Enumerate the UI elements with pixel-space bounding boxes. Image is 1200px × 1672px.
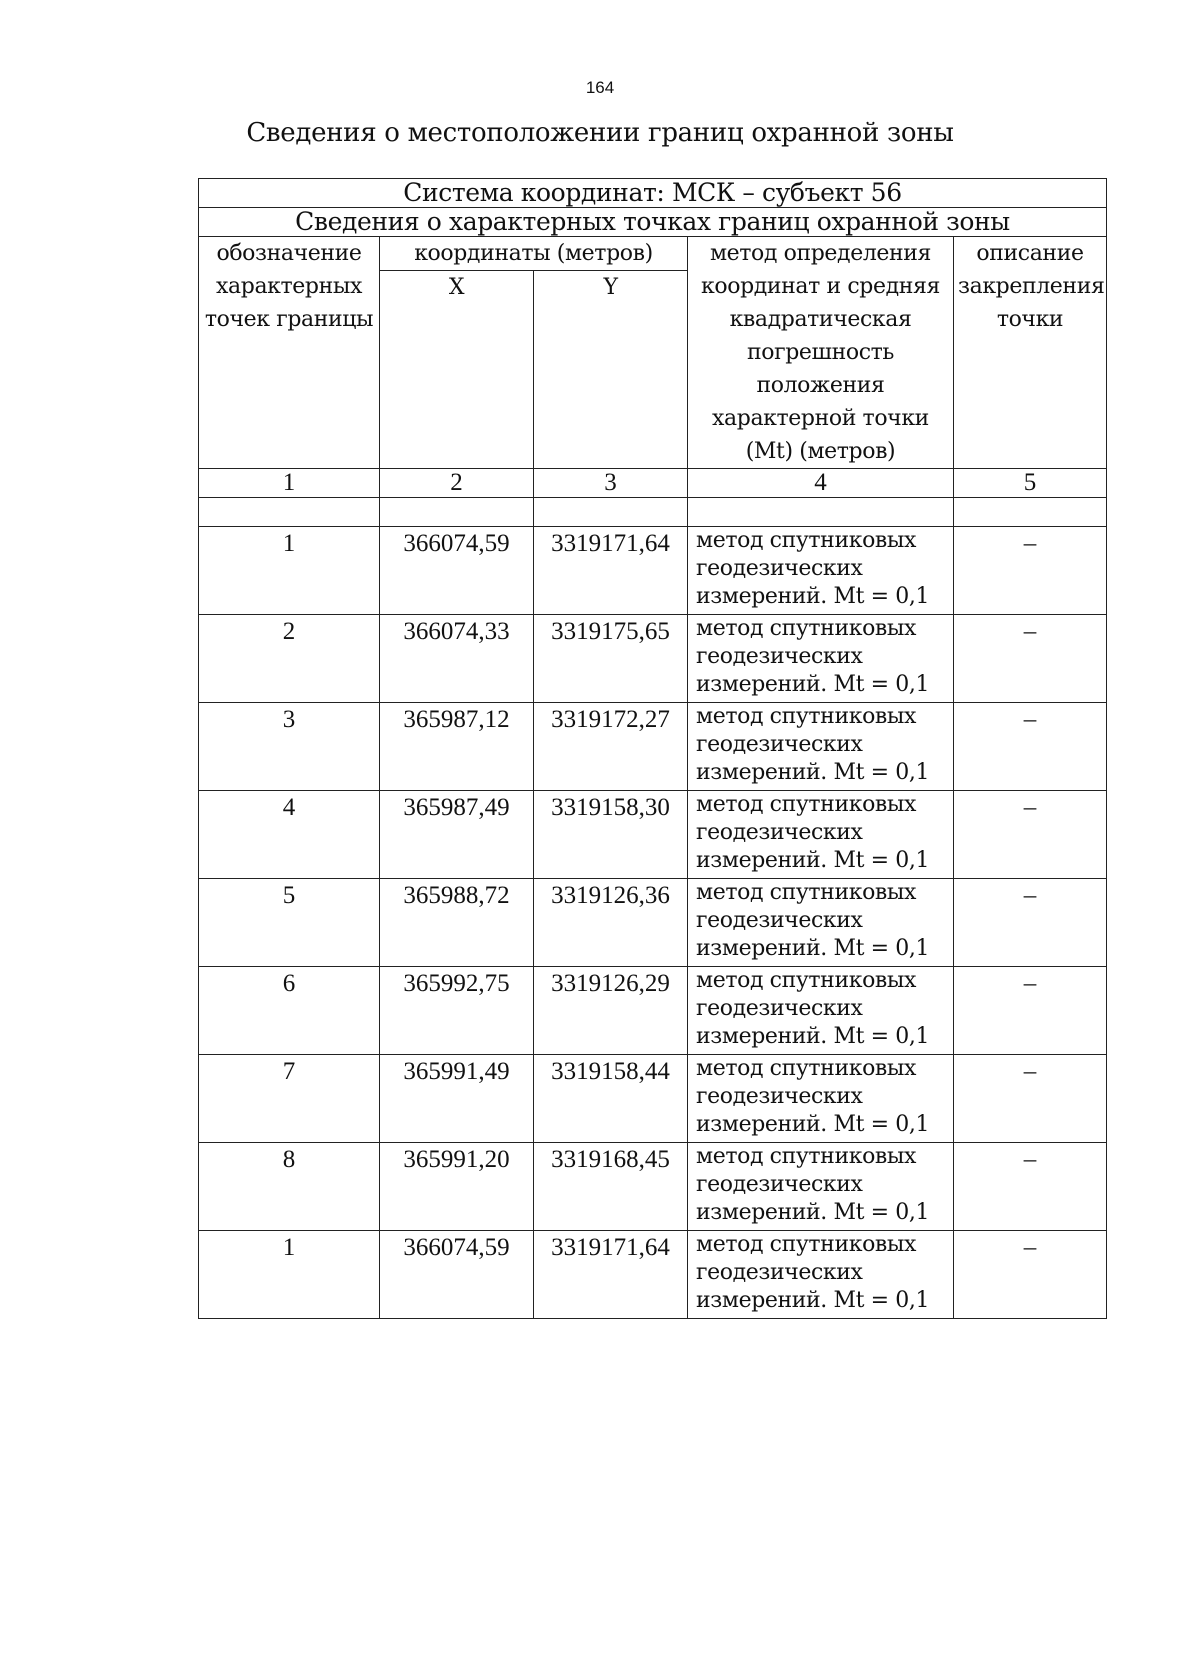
x-coordinate-cell: 366074,59 [380,527,534,615]
method-line: измерений. Mt = 0,1 [696,1112,930,1137]
method-line: геодезических [696,732,863,757]
y-coordinate-cell: 3319158,44 [534,1055,688,1143]
method-cell [688,1143,954,1231]
header-coordinates: координаты (метров) [380,237,688,271]
fixing-description-cell: – [954,615,1107,703]
method-line: измерений. Mt = 0,1 [696,1024,930,1049]
coordinates-table [198,178,1107,1319]
header-method: метод определения координат и средняя квадратическая погрешность положения характерной точки (Mt) (метров) [688,237,954,469]
fixing-description-cell: – [954,879,1107,967]
method-cell [688,1231,954,1319]
y-coordinate-cell: 3319171,64 [534,1231,688,1319]
header-row [199,237,1107,271]
method-cell [688,1055,954,1143]
empty-cell [688,498,954,527]
method-line: метод спутниковых [696,792,917,817]
x-coordinate-cell: 365988,72 [380,879,534,967]
method-line: метод спутниковых [696,880,917,905]
y-coordinate-cell: 3319158,30 [534,791,688,879]
table-row [199,615,1107,703]
points-row [199,208,1107,237]
method-line: измерений. Mt = 0,1 [696,584,930,609]
y-coordinate-cell: 3319175,65 [534,615,688,703]
y-coordinate-cell: 3319168,45 [534,1143,688,1231]
x-coordinate-cell: 366074,59 [380,1231,534,1319]
method-line: геодезических [696,1084,863,1109]
column-number: 3 [534,469,688,498]
method-cell [688,791,954,879]
header-designation: обозначение характерных точек границы [199,237,380,469]
fixing-description-cell: – [954,703,1107,791]
table-row [199,879,1107,967]
x-coordinate-cell: 365987,49 [380,791,534,879]
y-coordinate-cell: 3319126,36 [534,879,688,967]
method-line: геодезических [696,644,863,669]
method-line: измерений. Mt = 0,1 [696,760,930,785]
fixing-description-cell: – [954,527,1107,615]
empty-cell [380,498,534,527]
point-number-cell: 1 [199,527,380,615]
method-cell [688,967,954,1055]
method-cell [688,703,954,791]
column-number: 4 [688,469,954,498]
header-description: описание закрепления точки [954,237,1107,469]
table-row [199,1231,1107,1319]
system-row [199,179,1107,208]
fixing-description-cell: – [954,1055,1107,1143]
header-y: Y [534,271,688,469]
empty-cell [534,498,688,527]
point-number-cell: 4 [199,791,380,879]
method-line: измерений. Mt = 0,1 [696,672,930,697]
empty-cell [954,498,1107,527]
method-line: геодезических [696,1172,863,1197]
point-number-cell: 2 [199,615,380,703]
header-x: X [380,271,534,469]
method-line: метод спутниковых [696,1144,917,1169]
x-coordinate-cell: 365987,12 [380,703,534,791]
table-row [199,703,1107,791]
y-coordinate-cell: 3319126,29 [534,967,688,1055]
method-line: измерений. Mt = 0,1 [696,1200,930,1225]
point-number-cell: 8 [199,1143,380,1231]
method-line: геодезических [696,996,863,1021]
x-coordinate-cell: 365991,20 [380,1143,534,1231]
method-line: геодезических [696,556,863,581]
table-row [199,791,1107,879]
method-line: измерений. Mt = 0,1 [696,1288,930,1313]
method-line: геодезических [696,908,863,933]
table-row [199,527,1107,615]
fixing-description-cell: – [954,791,1107,879]
method-line: геодезических [696,1260,863,1285]
method-cell [688,527,954,615]
method-line: метод спутниковых [696,1232,917,1257]
column-number: 1 [199,469,380,498]
y-coordinate-cell: 3319171,64 [534,527,688,615]
table-row [199,1143,1107,1231]
table-row [199,967,1107,1055]
x-coordinate-cell: 366074,33 [380,615,534,703]
column-number: 5 [954,469,1107,498]
method-line: геодезических [696,820,863,845]
column-number: 2 [380,469,534,498]
y-coordinate-cell: 3319172,27 [534,703,688,791]
coordinate-system-cell: Система координат: МСК – субъект 56 [199,179,1107,208]
method-line: метод спутниковых [696,616,917,641]
point-number-cell: 6 [199,967,380,1055]
fixing-description-cell: – [954,967,1107,1055]
point-number-cell: 1 [199,1231,380,1319]
empty-cell [199,498,380,527]
method-line: измерений. Mt = 0,1 [696,936,930,961]
method-line: метод спутниковых [696,1056,917,1081]
column-numbers-row [199,469,1107,498]
x-coordinate-cell: 365991,49 [380,1055,534,1143]
method-line: метод спутниковых [696,528,917,553]
method-cell [688,615,954,703]
page-number: 164 [585,78,615,97]
table-row [199,1055,1107,1143]
point-number-cell: 3 [199,703,380,791]
method-line: метод спутниковых [696,704,917,729]
point-number-cell: 7 [199,1055,380,1143]
method-cell [688,879,954,967]
x-coordinate-cell: 365992,75 [380,967,534,1055]
page-title: Сведения о местоположении границ охранной зоны [246,118,954,148]
point-number-cell: 5 [199,879,380,967]
fixing-description-cell: – [954,1143,1107,1231]
points-info-cell: Сведения о характерных точках границ охранной зоны [199,208,1107,237]
method-line: метод спутниковых [696,968,917,993]
method-line: измерений. Mt = 0,1 [696,848,930,873]
empty-row [199,498,1107,527]
fixing-description-cell: – [954,1231,1107,1319]
